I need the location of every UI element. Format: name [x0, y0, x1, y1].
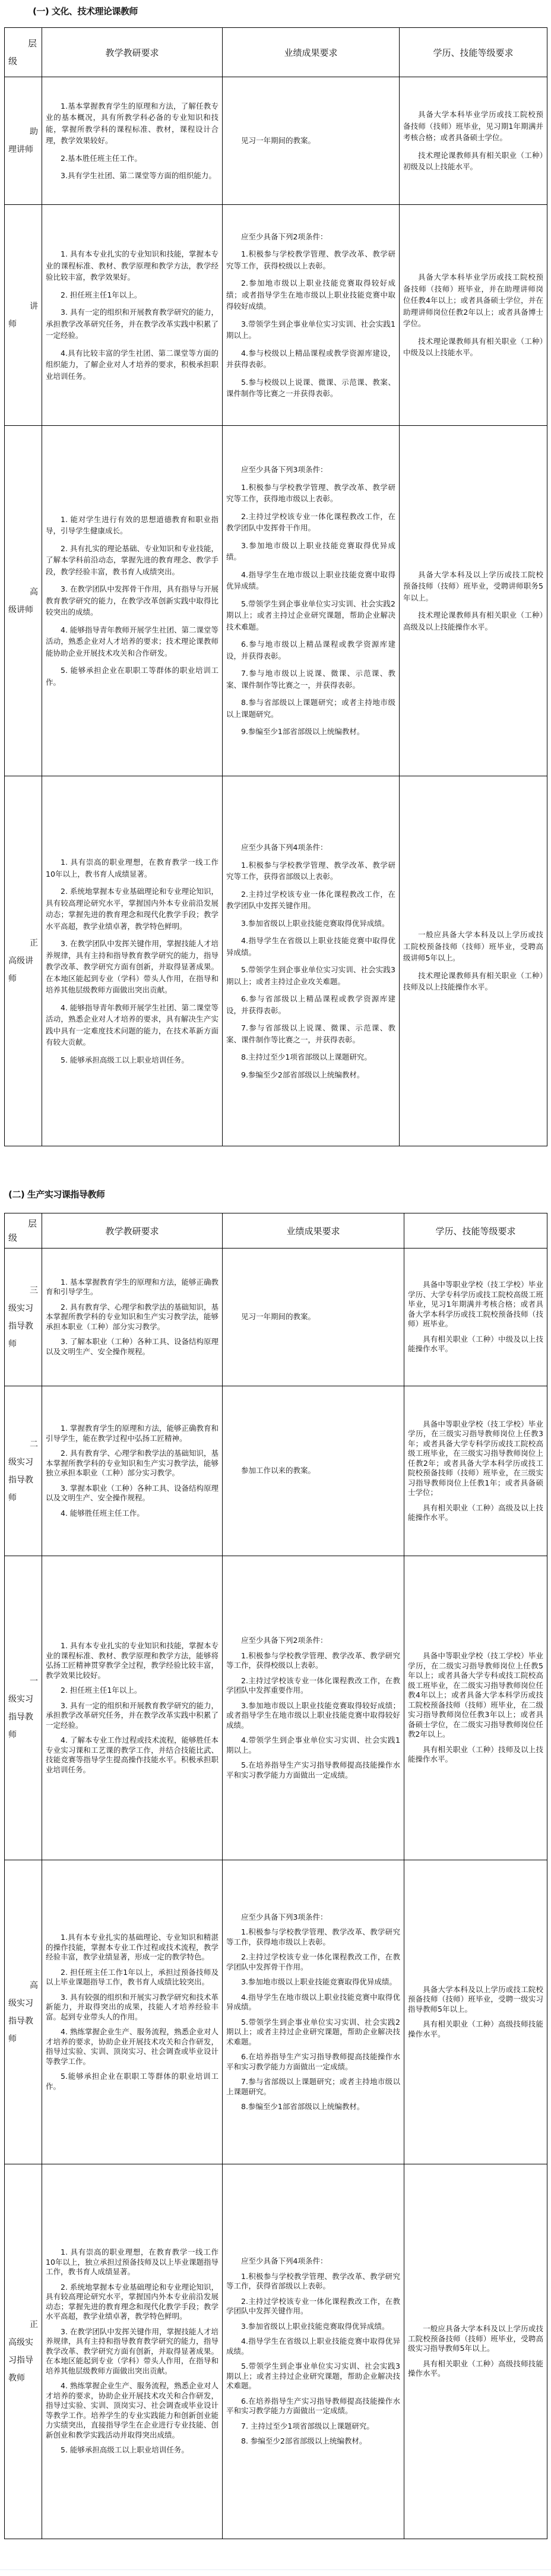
requirement-paragraph: 1. 基本掌握教育学生的原理和方法，能够正确教育和引导学生。 [46, 1277, 218, 1297]
achievement-requirements-cell [223, 77, 400, 205]
table-row [5, 1860, 547, 2164]
achievement-requirements-cell [223, 1249, 404, 1386]
teaching-requirements-cell [42, 1249, 223, 1386]
requirement-paragraph: 3. 具有一定的组织和开展教育教学研究的能力，承担教学改革研究任务，并在教学改革实践中积累了一定经验。 [46, 1701, 218, 1730]
requirement-paragraph: 1.基本掌握教育学生的原理和方法，了解任教专业的基本概况，具有所教学科必备的专业知识和技能，掌握所教学科的课程标准、教材，课程设计合理，教学效果较好。 [46, 101, 218, 145]
header-teaching: 教学教研要求 [42, 28, 223, 77]
level-cell: 一 级实习指导教师 [5, 1556, 42, 1860]
qualification-requirements-cell [400, 205, 547, 426]
header-qualification: 学历、技能等级要求 [404, 1213, 547, 1249]
requirement-paragraph: 4.指导学生在省级以上职业技能竞赛中取得优异成绩。 [226, 2337, 400, 2356]
requirement-paragraph: 技术理论课教师具有相关职业（工种）初级及以上技能水平。 [403, 150, 543, 172]
requirement-paragraph: 4.具有比较丰富的学生社团、第二课堂等方面的组织能力，了解企业对人才培养的要求，积极承担职业培训任务。 [46, 348, 218, 381]
requirement-paragraph: 2.参加地市级以上职业技能竞赛取得较好成绩；或者指导学生在地市级以上职业技能竞赛中取得较好成绩。 [226, 279, 395, 311]
header-level: 层 级 [5, 1213, 42, 1249]
requirement-paragraph: 具备大学本科毕业学历或技工院校预备技师（技师）班毕业，见习期1年期满并考核合格；或者具备硕士学位。 [403, 110, 543, 143]
requirement-paragraph: 具有相关职业（工种）高级技师技能操作水平。 [408, 2359, 543, 2378]
qualification-requirements-cell [400, 77, 547, 205]
level-cell: 三 级实习指导教师 [5, 1249, 42, 1386]
requirement-paragraph: 5. 能够承担企业在职职工等群体的职业培训工作。 [46, 666, 218, 687]
requirement-paragraph: 5.在培养指导生产实习指导教师提高技能操作水平和实习教学能力方面做出一定成绩。 [226, 1760, 400, 1780]
requirement-paragraph: 一般应具备大学本科及以上学历或技工院校预备技师（技师）班毕业，受聘高级实习指导教师5年以上。 [408, 2324, 543, 2353]
teaching-requirements-cell [42, 776, 223, 1146]
requirement-paragraph: 5.带领学生到企事业单位实习实训、社会实践3期以上；或者主持过企业研究课题，帮助企业解决技术难题。 [226, 2362, 400, 2391]
requirement-paragraph: 技术理论课教师具有相关职业（工种）高级及以上技能操作水平。 [403, 611, 543, 631]
requirement-paragraph: 3. 在教学团队中发挥关键作用，掌握技能人才培养规律，具有主持和指导教育教学研究的能力，指导教学改革、教学研究方面有创新，并取得显著成果。在本地区能起到专业（学科）带头人作用，在指导和培养其他层级教师方面做出突出贡献。 [46, 939, 218, 994]
requirement-paragraph: 1. 掌握教育学生的原理和方法，能够正确教育和引导学生，能在教学过程中弘扬工匠精神。 [46, 1424, 218, 1443]
requirement-paragraph: 2.主持过学校该专业一体化课程教改工作，在教学团队中发挥骨干作用。 [226, 511, 395, 533]
requirement-paragraph: 具备大学本科毕业学历或技工院校预备技师（技师）班毕业，并在助理讲师岗位任教4年以上；或者具备硕士学位，并在助理讲师岗位任教2年以上；或者具备博士学位。 [403, 273, 543, 328]
requirement-paragraph: 3. 具有较强的组织和开展实习教学研究和技术革新能力，并取得突出的成果，技能人才培养经验丰富。起到专业带头人的作用。 [46, 1992, 218, 2021]
requirement-paragraph: 2. 具有教育学、心理学和教学法的基础知识，基本掌握所教学科的专业知识和生产实习教学法，能够承担本职业（工种）部分实习教学。 [46, 1302, 218, 1331]
requirement-paragraph: 4. 能够指导青年教师开展学生社团、第二课堂等活动，熟悉企业对人才培养的要求；技术理论课教师能协助企业开展技术攻关和合作研发。 [46, 625, 218, 658]
requirement-paragraph: 1.积极参与学校教学管理、教学改革、教学研究等工作，获得地市级以上表彰。 [226, 1927, 400, 1946]
requirement-paragraph: 见习一年期间的教案。 [241, 136, 316, 146]
requirement-paragraph: 3.参加地市级以上职业技能竞赛取得较好成绩；或者指导学生在地市级以上职业技能竞赛中取得较好成绩。 [226, 1701, 400, 1730]
requirement-paragraph: 4. 能够胜任班主任工作。 [61, 1508, 144, 1518]
requirement-paragraph: 4. 能够指导青年教师开展学生社团、第二课堂等活动，熟悉企业对人才培养的要求，具有解决生产实践中具有一定难度技术问题的能力，在技术革新方面有较大贡献。 [46, 1003, 218, 1047]
requirement-paragraph: 具有相关职业（工种）技师及以上技能操作水平。 [408, 1744, 543, 1764]
table-header-row [5, 28, 547, 77]
requirement-paragraph: 具有相关职业（工种）中级及以上技能操作水平。 [408, 1334, 543, 1354]
table-row [5, 426, 547, 776]
requirement-paragraph: 4. 熟练掌握企业生产、服务流程，熟悉企业对人才培养的要求，协助企业开展技术攻关和合作研发，指导过实验、实训、顶岗实习、社会调查或毕业设计等教学工作。 [46, 2027, 218, 2066]
teaching-requirements-cell [42, 77, 223, 205]
requirement-paragraph: 4.参与校级以上精品课程或教学资源库建设，并获得表彰。 [226, 348, 395, 369]
qualification-requirements-cell [404, 2164, 547, 2539]
requirement-paragraph: 技术理论课教师具有相关职业（工种）中级及以上技能水平。 [403, 336, 543, 358]
section-title-theory-teachers: (一) 文化、技术理论课教师 [33, 6, 138, 17]
requirement-paragraph: 8.参编至少1部省部级以上统编教材。 [241, 2102, 365, 2111]
requirement-paragraph: 1. 具有崇高的职业理想，在教育教学一线工作10年以上，独立承担过预备技师及以上毕业课题指导工作，教书育人成绩显著。 [46, 2248, 218, 2277]
requirement-paragraph: 2. 担任班主任工作1年以上，承担过预备技师及以上毕业课题指导工作，教书育人成绩比较突出。 [46, 1967, 218, 1986]
requirement-paragraph: 4. 熟练掌握企业生产、服务流程，熟悉企业对人才培养的要求，协助企业开展技术攻关和合作研发，指导过实验、实训、顶岗实习、社会调查或毕业设计等教学工作。培养学生的专业实践能力和创新创业能力实绩突出，直接指导学生在企业进行专业技能、创新创业和教学实践活动并取得突出成绩。 [46, 2381, 218, 2439]
requirement-paragraph: 一般应具备大学本科及以上学历或技工院校预备技师（技师）班毕业，受聘高级讲师5年以上。 [403, 930, 543, 963]
teaching-requirements-cell [42, 2164, 223, 2539]
requirement-paragraph: 1. 能对学生进行有效的思想道德教育和职业指导，引导学生健康成长。 [46, 514, 218, 536]
achievement-requirements-cell [223, 1860, 404, 2164]
theory-teacher-requirements-table [4, 27, 547, 1146]
qualification-requirements-cell [404, 1249, 547, 1386]
table-row [5, 776, 547, 1146]
requirement-paragraph: 5.带领学生到企事业单位实习实训、社会实践2期以上；或者主持过企业研究课题，帮助企业解决技术难题。 [226, 599, 395, 631]
requirement-paragraph: 5.参与校级以上说课、微课、示范课、教案、课件制作等比赛之一并获得表彰。 [226, 377, 395, 398]
level-cell: 正 高级讲师 [5, 776, 42, 1146]
header-achievement: 业绩成果要求 [223, 28, 400, 77]
table-row [5, 205, 547, 426]
requirement-paragraph: 3. 了解本职业（工种）各种工具、设备结构原理以及文明生产、安全操作规程。 [46, 1337, 218, 1356]
requirement-paragraph: 具备中等职业学校（技工学校）毕业学历、大学专科学历或技工院校高级工班毕业，见习1年期满并考核合格；或者具备大学本科学历或技工院校预备技师（技师）班毕业。 [408, 1280, 543, 1329]
page-bottom-divider [0, 2569, 551, 2570]
requirement-paragraph: 具备中等职业学校（技工学校）毕业学历，在三级实习指导教师岗位上任教3年；或者具备大学专科学历或技工院校高级工班毕业，在三级实习指导教师岗位上任教2年；或者具备大学本科学历或技工院校预备技师（技师）班毕业，在三级实习指导教师岗位上任教1年；或者具备硕士学位； [408, 1419, 543, 1497]
teaching-requirements-cell [42, 1860, 223, 2164]
header-qualification: 学历、技能等级要求 [400, 28, 547, 77]
qualification-requirements-cell [404, 1860, 547, 2164]
level-cell: 高 级讲师 [5, 426, 42, 776]
requirement-paragraph: 具有相关职业（工种）高级及以上技能操作水平。 [408, 1503, 543, 1522]
requirement-paragraph: 1. 具有本专业扎实的专业知识和技能，掌握本专业的课程标准、教材、教学原理和教学方法，能够将弘扬工匠精神贯穿教学全过程，教学经验比较丰富，教学效果比较好。 [46, 1641, 218, 1680]
requirement-paragraph: 2. 担任班主任1年以上。 [61, 290, 142, 299]
teaching-requirements-cell [42, 1556, 223, 1860]
requirement-paragraph: 2. 具有扎实的理论基础、专业知识和专业技能，了解本学科前沿动态，掌握先进的教育理念、教学手段，教学经验丰富，教书育人成绩突出。 [46, 543, 218, 576]
qualification-requirements-cell [404, 1386, 547, 1556]
requirement-paragraph: 应至少具备下列2项条件： [241, 1636, 328, 1645]
achievement-requirements-cell [223, 776, 400, 1146]
requirement-paragraph: 5.带领学生到企事业单位实习实训、社会实践3期以上；或者主持过企业攻关难题。 [226, 965, 395, 986]
requirement-paragraph: 2.基本胜任班主任工作。 [61, 153, 142, 163]
requirement-paragraph: 4.指导学生在地市级以上职业技能竞赛中取得优异成绩。 [226, 1992, 400, 2011]
requirement-paragraph: 2. 担任班主任1年以上。 [61, 1686, 142, 1695]
teaching-requirements-cell [42, 426, 223, 776]
requirement-paragraph: 具备大学本科及以上学历或技工院校预备技师（技师）班毕业，受聘一级实习指导教师5年以上。 [408, 1984, 543, 2014]
qualification-requirements-cell [400, 776, 547, 1146]
requirement-paragraph: 2. 系统地掌握本专业基础理论和专业理论知识，具有较高理论研究水平，掌握国内外本专业前沿发展动态；掌握先进的教育理念和现代化教学手段；教学水平高超，教学业绩卓著，教学特色鲜明。 [46, 2282, 218, 2321]
table-row [5, 77, 547, 205]
requirement-paragraph: 5.能够承担企业在职职工等群体的职业培训工作。 [46, 2072, 218, 2091]
requirement-paragraph: 1. 具有崇高的职业理想，在教育教学一线工作10年以上，教书育人成绩显著。 [46, 858, 218, 878]
requirement-paragraph: 4.带领学生到企事业单位实习实训、社会实践1期以上。 [226, 1736, 400, 1755]
requirement-paragraph: 应至少具备下列4项条件： [241, 843, 328, 852]
requirement-paragraph: 1. 具有本专业扎实的专业知识和技能，掌握本专业的课程标准、教材、教学原理和教学方法，教学经验比较丰富，教学效果好。 [46, 249, 218, 282]
requirement-paragraph: 9.参编至少2部省部级以上统编教材。 [241, 1070, 365, 1079]
requirement-paragraph: 3. 掌握本职业（工种）各种工具、设备结构原理以及文明生产、安全操作规程。 [46, 1483, 218, 1502]
requirement-paragraph: 3.参加省级以上职业技能竞赛取得优异成绩。 [241, 2321, 390, 2331]
requirement-paragraph: 具有相关职业（工种）高级技师技能操作水平。 [408, 2019, 543, 2038]
requirement-paragraph: 2.主持过学校该专业一体化课程教改工作，在教学团队中发挥关键作用。 [226, 889, 395, 910]
table-row [5, 1386, 547, 1556]
requirement-paragraph: 2. 系统地掌握本专业基础理论和专业理论知识，具有较高理论研究水平，掌握国内外本专业前沿发展动态；掌握先进的教育理念和现代化教学手段；教学水平高超，教学业绩卓著，教学特色鲜明。 [46, 887, 218, 931]
requirement-paragraph: 5. 能够承担高级工以上职业培训任务。 [61, 1055, 189, 1064]
achievement-requirements-cell [223, 205, 400, 426]
requirement-paragraph: 6.在培养指导生产实习指导教师提高技能操作水平和实习教学能力方面做出一定成绩。 [226, 2396, 400, 2416]
requirement-paragraph: 应至少具备下列3项条件： [241, 465, 328, 475]
level-cell: 二 级实习指导教师 [5, 1386, 42, 1556]
achievement-requirements-cell [223, 1386, 404, 1556]
requirement-paragraph: 3. 具有一定的组织和开展教育教学研究的能力，承担教学改革研究任务，并在教学改革实践中积累了一定经验。 [46, 308, 218, 340]
requirement-paragraph: 5.带领学生到企事业单位实习实训、社会实践2期以上；或者主持过企业研究课题，帮助企业解决技术难题。 [226, 2017, 400, 2046]
qualification-requirements-cell [404, 1556, 547, 1860]
requirement-paragraph: 6.参与省部级以上精品课程或教学资源库建设，并获得表彰。 [226, 994, 395, 1015]
requirement-paragraph: 1.积极参与学校教学管理、教学改革、教学研究等工作，获得地市级以上表彰。 [226, 482, 395, 504]
requirement-paragraph: 参加工作以来的教案。 [241, 1466, 316, 1475]
requirement-paragraph: 见习一年期间的教案。 [241, 1312, 316, 1322]
requirement-paragraph: 3.参加地市级以上职业技能竞赛取得优异成绩。 [241, 1977, 397, 1986]
requirement-paragraph: 具备大学本科及以上学历或技工院校预备技师（技师）班毕业，受聘讲师职务5年以上。 [403, 570, 543, 602]
requirement-paragraph: 6.在培养指导生产实习指导教师提高技能操作水平和实习教学能力方面做出一定成绩。 [226, 2052, 400, 2071]
requirement-paragraph: 7.参与地市级以上说课、微课、示范课、教案、课件制作等比赛之一，并获得表彰。 [226, 669, 395, 690]
requirement-paragraph: 9.参编至少1部省部级以上统编教材。 [241, 727, 365, 737]
table-row [5, 1249, 547, 1386]
requirement-paragraph: 3.参加省级以上职业技能竞赛取得优异成绩。 [241, 918, 390, 928]
requirement-paragraph: 8.参与省部级以上课题研究；或者主持地市级以上课题研究。 [226, 698, 395, 719]
requirement-paragraph: 3.参加地市级以上职业技能竞赛取得优异成绩。 [226, 541, 395, 562]
requirement-paragraph: 1.积极参与学校教学管理、教学改革、教学研究等工作，获得省部级以上表彰。 [226, 2271, 400, 2291]
requirement-paragraph: 4. 了解本专业工作过程或技术流程，能够胜任本专业实习课和工艺课的教学工作，并结合技能比武、技能竞赛等指导学生提高操作技能水平。积极承担职业培训任务。 [46, 1736, 218, 1774]
section-title-practice-teachers: (二) 生产实习课指导教师 [8, 1189, 105, 1200]
requirement-paragraph: 1.积极参与学校教学管理、教学改革、教学研究等工作，获得省部级以上表彰。 [226, 860, 395, 881]
requirement-paragraph: 3.具有学生社团、第二课堂等方面的组织能力。 [61, 171, 216, 180]
achievement-requirements-cell [223, 2164, 404, 2539]
requirement-paragraph: 1.积极参与学校教学管理、教学改革、教学研究等工作，获得校级以上表彰。 [226, 1651, 400, 1670]
requirement-paragraph: 2.主持过学校该专业一体化课程教改工作，在教学团队中发挥关键作用。 [226, 2296, 400, 2316]
requirement-paragraph: 技术理论课教师具有相关职业（工种）技师及以上技能操作水平。 [403, 971, 543, 992]
requirement-paragraph: 应至少具备下列4项条件： [241, 2256, 328, 2266]
level-cell: 高 级实习指导教师 [5, 1860, 42, 2164]
table-row [5, 2164, 547, 2539]
requirement-paragraph: 2. 具有教育学、心理学和教学法的基础知识，基本掌握所教学科的专业知识和生产实习教学法，能够独立承担本职业（工种）部分实习教学。 [46, 1449, 218, 1477]
requirement-paragraph: 应至少具备下列3项条件： [241, 1912, 328, 1921]
requirement-paragraph: 1.积极参与学校教学管理、教学改革、教学研究等工作，获得校级以上表彰。 [226, 249, 395, 270]
requirement-paragraph: 2.主持过学校该专业一体化课程教改工作，在教学团队中发挥骨干作用。 [226, 1952, 400, 1971]
level-cell: 讲 师 [5, 205, 42, 426]
level-cell: 助 理讲师 [5, 77, 42, 205]
requirement-paragraph: 3.带领学生到企事业单位实习实训、社会实践1期以上。 [226, 319, 395, 340]
teaching-requirements-cell [42, 1386, 223, 1556]
requirement-paragraph: 具备中等职业学校（技工学校）毕业学历，在二级实习指导教师岗位上任教5年以上；或者具备大学专科或技工院校高级工班毕业，在二级实习指导教师岗位任教4年以上；或者具备大学本科学历或技工院校预备技师（技师）班毕业，在二级实习指导教师岗位任教3年以上；或者具备硕士学位，在二级实习指导教师岗位任教2年以上。 [408, 1651, 543, 1739]
table-row [5, 1556, 547, 1860]
teaching-requirements-cell [42, 205, 223, 426]
requirement-paragraph: 8. 参编至少2部省部级以上统编教材。 [241, 2436, 367, 2446]
requirement-paragraph: 6.参与地市级以上精品课程或教学资源库建设，并获得表彰。 [226, 640, 395, 660]
level-cell: 正 高级实习指导教师 [5, 2164, 42, 2539]
achievement-requirements-cell [223, 426, 400, 776]
requirement-paragraph: 4.指导学生在省级以上职业技能竞赛中取得优异成绩。 [226, 936, 395, 957]
requirement-paragraph: 3. 在教学团队中发挥骨干作用，具有指导与开展教育教学研究的能力，在教学改革创新实践中取得比较突出的成绩。 [46, 584, 218, 617]
table-header-row [5, 1213, 547, 1249]
header-achievement: 业绩成果要求 [223, 1213, 404, 1249]
requirement-paragraph: 8.主持过至少1项省部级以上课题研究。 [241, 1052, 372, 1061]
requirement-paragraph: 5. 能够承担高级工以上职业培训任务。 [61, 2445, 189, 2455]
requirement-paragraph: 2.主持过学校该专业一体化课程教改工作，在教学团队中发挥重要作用。 [226, 1676, 400, 1695]
header-level: 层 级 [5, 28, 42, 77]
requirement-paragraph: 应至少具备下列2项条件： [241, 232, 328, 241]
qualification-requirements-cell [400, 426, 547, 776]
achievement-requirements-cell [223, 1556, 404, 1860]
requirement-paragraph: 3. 在教学团队中发挥关键作用，掌握技能人才培养规律，具有主持和指导教育教学研究的能力，指导教学改革、教学研究方面有创新，并取得显著成果。在本地区能起到专业（学科）带头人作用，在指导和培养其他层级教师方面做出突出贡献。 [46, 2327, 218, 2375]
requirement-paragraph: 1.具有本专业扎实的基础理论、专业知识和精湛的操作技能，掌握本专业工作过程或技术流程，教学经验丰富，教学业绩显著，形成一定的教学特色。 [46, 1933, 218, 1961]
requirement-paragraph: 7. 主持过至少1项省部级以上课题研究。 [241, 2421, 374, 2430]
practice-teacher-requirements-table [4, 1213, 547, 2539]
requirement-paragraph: 7.参与省部级以上说课、微课、示范课、教案、课件制作等比赛之一，并获得表彰。 [226, 1023, 395, 1044]
header-teaching: 教学教研要求 [42, 1213, 223, 1249]
requirement-paragraph: 7.参与省部级以上课题研究；或者主持地市级以上课题研究。 [226, 2077, 400, 2096]
requirement-paragraph: 4.指导学生在地市级以上职业技能竞赛中取得优异成绩。 [226, 570, 395, 591]
